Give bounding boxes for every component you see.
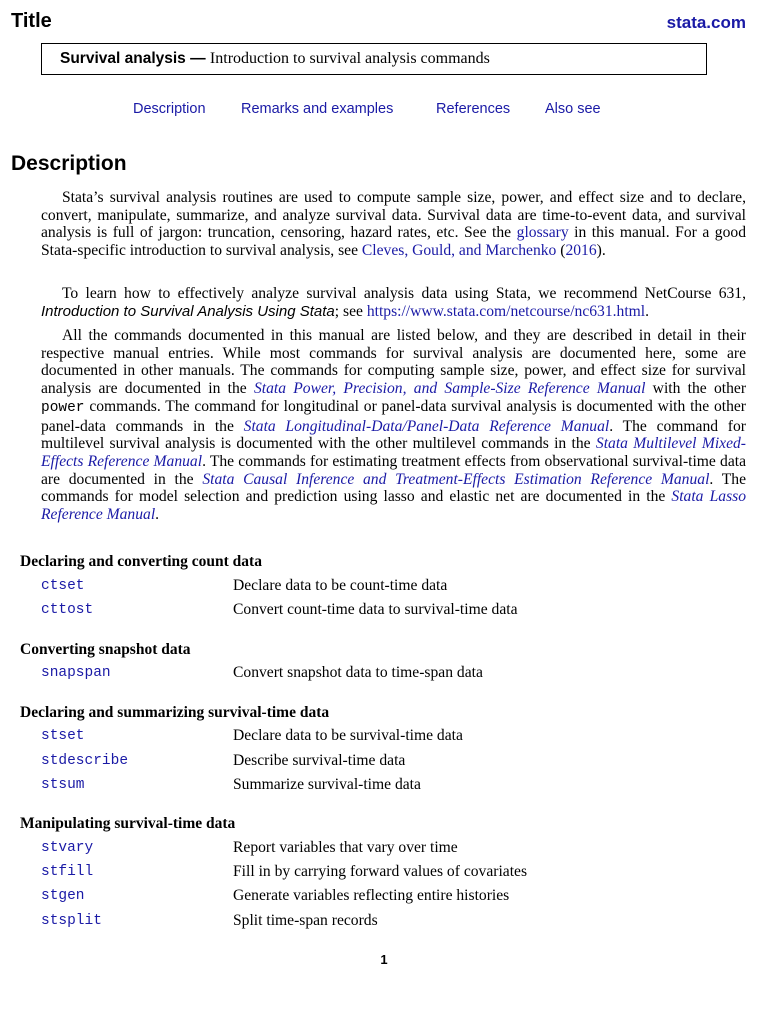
nav-link-also-see[interactable]: Also see	[545, 101, 601, 117]
entry-title	[60, 50, 490, 68]
group-heading: Converting snapshot data	[20, 641, 191, 658]
command-link[interactable]: stdescribe	[41, 753, 129, 769]
entry-title-main: Survival analysis —	[60, 50, 206, 67]
description-heading: Description	[11, 152, 127, 175]
nav-link-description[interactable]: Description	[133, 101, 206, 117]
command-link[interactable]: ctset	[41, 578, 85, 594]
site-link[interactable]: stata.com	[666, 13, 746, 32]
glossary-link[interactable]: glossary	[516, 224, 569, 242]
command-description: Declare data to be count-time data	[233, 577, 448, 594]
command-description: Fill in by carrying forward values of covariates	[233, 863, 528, 880]
paragraph-intro: Stata’s survival analysis routines are used to compute sample size, power, and effect size and to declare, convert, manipulate, summarize, and analyze survival data. Survival data are time-to-event data, and survival analysis is full of jargon: truncation, censoring, hazard rates, etc. See the glossary in this manual. For a good Stata-specific introduction to survival analysis, see Cleves, Gould, and Marchenko (2016).	[41, 189, 746, 260]
group-heading: Manipulating survival-time data	[20, 815, 236, 832]
command-description: Report variables that vary over time	[233, 839, 458, 856]
page-number: 1	[380, 952, 388, 967]
command-description: Convert snapshot data to time-span data	[233, 664, 483, 681]
command-description: Describe survival-time data	[233, 752, 406, 769]
command-description: Summarize survival-time data	[233, 776, 421, 793]
command-link[interactable]: stgen	[41, 888, 85, 904]
command-link[interactable]: snapspan	[41, 665, 111, 681]
nav-link-remarks[interactable]: Remarks and examples	[241, 101, 394, 117]
manual-link-xt[interactable]: Stata Longitudinal-Data/Panel-Data Reference Manual	[243, 417, 610, 435]
command-description: Declare data to be survival-time data	[233, 727, 463, 744]
citation-year-link[interactable]: 2016	[565, 242, 597, 260]
header-title: Title	[11, 10, 52, 32]
command-link[interactable]: stsum	[41, 777, 85, 793]
nav-link-references[interactable]: References	[436, 101, 511, 117]
group-heading: Declaring and summarizing survival-time data	[20, 704, 330, 721]
title-box	[41, 43, 707, 75]
course-title: Introduction to Survival Analysis Using Stata	[41, 302, 335, 320]
manual-link-causal[interactable]: Stata Causal Inference and Treatment-Effects Estimation Reference Manual	[202, 470, 710, 488]
command-description: Generate variables reflecting entire histories	[233, 887, 510, 904]
manual-link-me[interactable]: Stata Multilevel Mixed-Effects Reference Manual	[41, 435, 746, 470]
group-heading: Declaring and converting count data	[20, 553, 262, 570]
command-link[interactable]: stsplit	[41, 913, 102, 929]
command-description: Convert count-time data to survival-time data	[233, 601, 518, 618]
manual-link-pss[interactable]: Stata Power, Precision, and Sample-Size Reference Manual	[253, 380, 646, 398]
manual-link-lasso[interactable]: Stata Lasso Reference Manual	[41, 488, 746, 524]
section-nav	[0, 101, 768, 121]
command-link[interactable]: stvary	[41, 840, 94, 856]
netcourse-link[interactable]: https://www.stata.com/netcourse/nc631.html	[366, 302, 646, 320]
entry-title-sub: Introduction to survival analysis commands	[209, 50, 490, 67]
command-link[interactable]: stset	[41, 728, 85, 744]
command-link[interactable]: stfill	[41, 864, 94, 880]
paragraph-netcourse: To learn how to effectively analyze survival analysis data using Stata, we recommend NetCourse 631, Introduction to Survival Analysis Using Stata; see https://www.stata.com/netcourse/nc631.html.	[41, 285, 746, 320]
command-description: Split time-span records	[233, 912, 378, 929]
citation-link[interactable]: Cleves, Gould, and Marchenko	[361, 242, 557, 260]
power-code: power	[41, 399, 85, 416]
paragraph-commands: All the commands documented in this manual are listed below, and they are described in detail in their respective manual entries. While most commands for survival analysis are documented here, some are documented in other manuals. The commands for computing sample size, power, and effect size for survival analysis are documented in the Stata Power, Precision, and Sample-Size Reference Manual with the other power commands. The command for longitudinal or panel-data survival analysis is documented with the other panel-data commands in the Stata Longitudinal-Data/Panel-Data Reference Manual. The command for multilevel survival analysis is documented with the other multilevel commands in the Stata Multilevel Mixed-Effects Reference Manual. The commands for estimating treatment effects from observational survival-time data are documented in the Stata Causal Inference and Treatment-Effects Estimation Reference Manual. The commands for model selection and prediction using lasso and elastic net are documented in the Stata Lasso Reference Manual.	[41, 327, 747, 524]
command-link[interactable]: cttost	[41, 602, 94, 618]
